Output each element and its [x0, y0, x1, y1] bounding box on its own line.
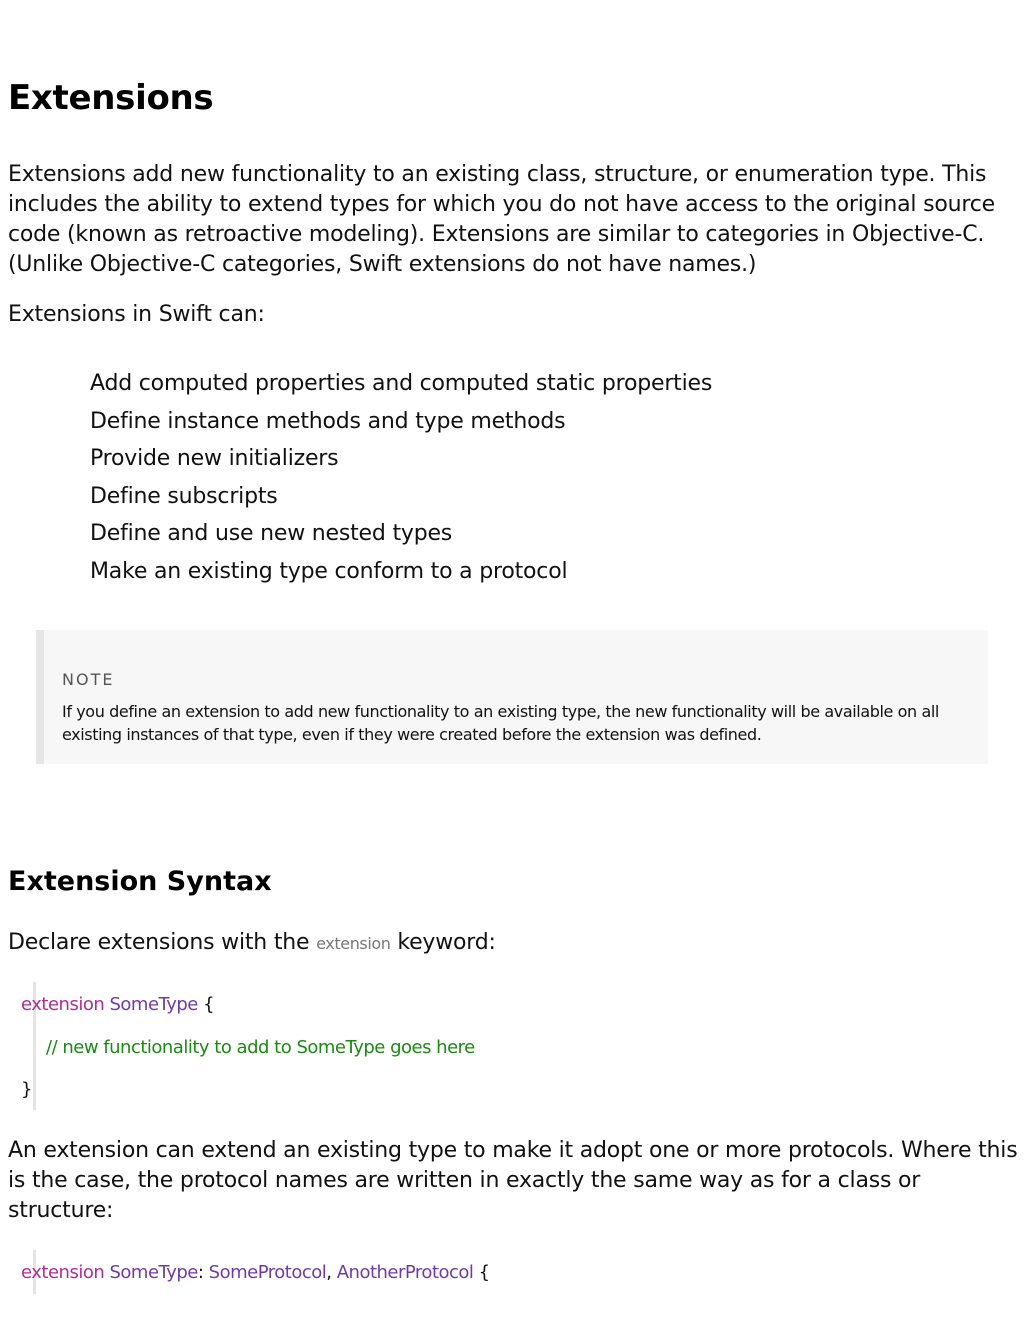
note-title: NOTE: [62, 670, 115, 689]
code-brace: {: [473, 1262, 490, 1283]
note-text: If you define an extension to add new functionality to an existing type, the new functionality will be available on all existing instances of that type, even if they were created before the extension was defined.: [62, 702, 939, 744]
code-punct: ,: [326, 1262, 337, 1283]
list-item: Define subscripts: [90, 483, 278, 509]
code-keyword: extension: [21, 994, 105, 1015]
list-item: Make an existing type conform to a protocol: [90, 558, 568, 584]
declare-paragraph: [8, 928, 1020, 959]
declare-text-before: Declare extensions with the: [8, 930, 317, 955]
code-protocol: AnotherProtocol: [336, 1262, 474, 1283]
code-type: SomeType: [109, 1262, 198, 1283]
protocol-paragraph: An extension can extend an existing type to make it adopt one or more protocols. Where this is the case, the protocol names are written in exactly the same way as for a class or structure:: [8, 1138, 1018, 1223]
list-item: Define instance methods and type methods: [90, 408, 566, 434]
code-block-1: [21, 982, 475, 1110]
list-item: Add computed properties and computed static properties: [90, 371, 713, 396]
code-keyword: extension: [21, 1262, 105, 1283]
code-block-2: [21, 1250, 490, 1294]
code-punct: :: [197, 1262, 209, 1283]
section-heading: Extension Syntax: [8, 866, 272, 897]
code-type: SomeType: [109, 994, 198, 1015]
code-line: [21, 1262, 490, 1284]
code-brace: {: [197, 994, 215, 1015]
declare-text-after: keyword:: [390, 930, 496, 955]
intro-paragraph: Extensions add new functionality to an existing class, structure, or enumeration type. This includes the ability to extend types for which you do not have access to the original source code (known as retroactive modeling). Extensions are similar to categories in Objective-C. (Unlike Objective-C categories, Swift extensions do not have names.): [8, 162, 995, 277]
code-brace: }: [21, 1079, 32, 1100]
can-intro-paragraph: Extensions in Swift can:: [8, 302, 265, 327]
code-protocol: SomeProtocol: [208, 1262, 327, 1283]
page-title: Extensions: [8, 78, 214, 118]
inline-code: extension: [316, 934, 391, 953]
list-item: Define and use new nested types: [90, 521, 453, 547]
code-comment: // new functionality to add to SomeType goes here: [46, 1037, 475, 1058]
code-line: [21, 994, 214, 1016]
note-box: [36, 630, 988, 764]
feature-list: [90, 365, 712, 591]
list-item: Provide new initializers: [90, 446, 339, 472]
